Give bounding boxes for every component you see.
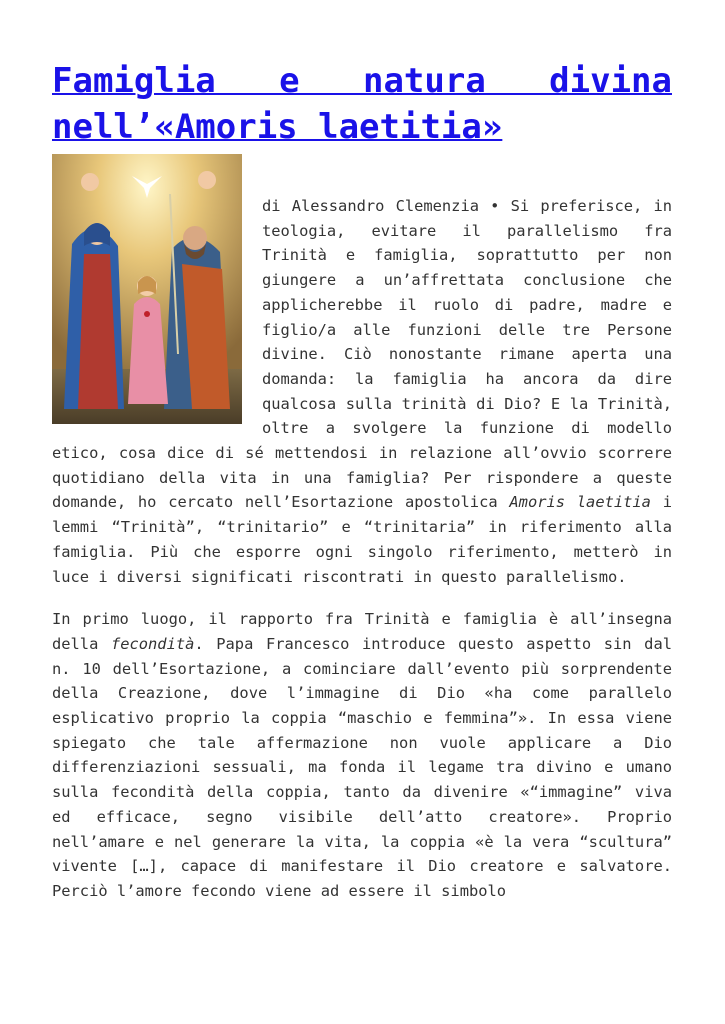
paragraph-2 [52, 607, 672, 903]
paragraph-1-text-b: i lemmi “Trinità”, “trinitario” e “trinitaria” in riferimento alla famiglia. Più che esporre ogni singolo riferimento, metterò in luce i diversi significati riscontrati in questo parallelismo. [52, 493, 672, 586]
paragraph-2-text-a: In primo luogo, il rapporto fra Trinità e famiglia è all’insegna della [52, 610, 672, 653]
paragraph-1-emphasis: Amoris laetitia [509, 493, 651, 512]
holy-family-image [52, 154, 242, 424]
paragraph-2-text-b: . Papa Francesco introduce questo aspetto sin dal n. 10 dell’Esortazione, a cominciare dall’evento più sorprendente della Creazione, dove l’immagine di Dio «ha come parallelo esplicativo proprio la coppia “maschio e femmina”». In essa viene spiegato che tale affermazione non vuole applicare a Dio differenziazioni sessuali, ma fonda il legame tra divino e umano sulla fecondità della coppia, tanto da divenire «“immagine” viva ed efficace, segno visibile dell’atto creatore». Proprio nell’amare e nel generare la vita, la coppia «è la vera “scultura” vivente […], capace di manifestare il Dio creatore e salvatore. Perciò l’amore fecondo viene ad essere il simbolo [52, 634, 672, 900]
paragraph-2-emphasis: fecondità [110, 634, 195, 653]
article [52, 0, 672, 904]
article-title-link[interactable]: Famiglia e natura divina nell’«Amoris laetitia» [52, 61, 672, 147]
paragraph-1-text-a: di Alessandro Clemenzia • Si preferisce, in teologia, evitare il parallelismo fra Trinità e famiglia, soprattutto per non giungere a un’affrettata conclusione che applicherebbe il ruolo di padre, madre e figlio/a alle funzioni delle tre Persone divine. Ciò nonostante rimane aperta una domanda: la famiglia ha ancora da dire qualcosa sulla trinità di Dio? E la Trinità, oltre a svolgere la funzione di modello etico, cosa dice di sé mettendosi in relazione all’ovvio scorrere quotidiano della vita in una famiglia? Per rispondere a queste domande, ho cercato nell’Esortazione apostolica [52, 197, 672, 512]
article-title [52, 0, 672, 150]
